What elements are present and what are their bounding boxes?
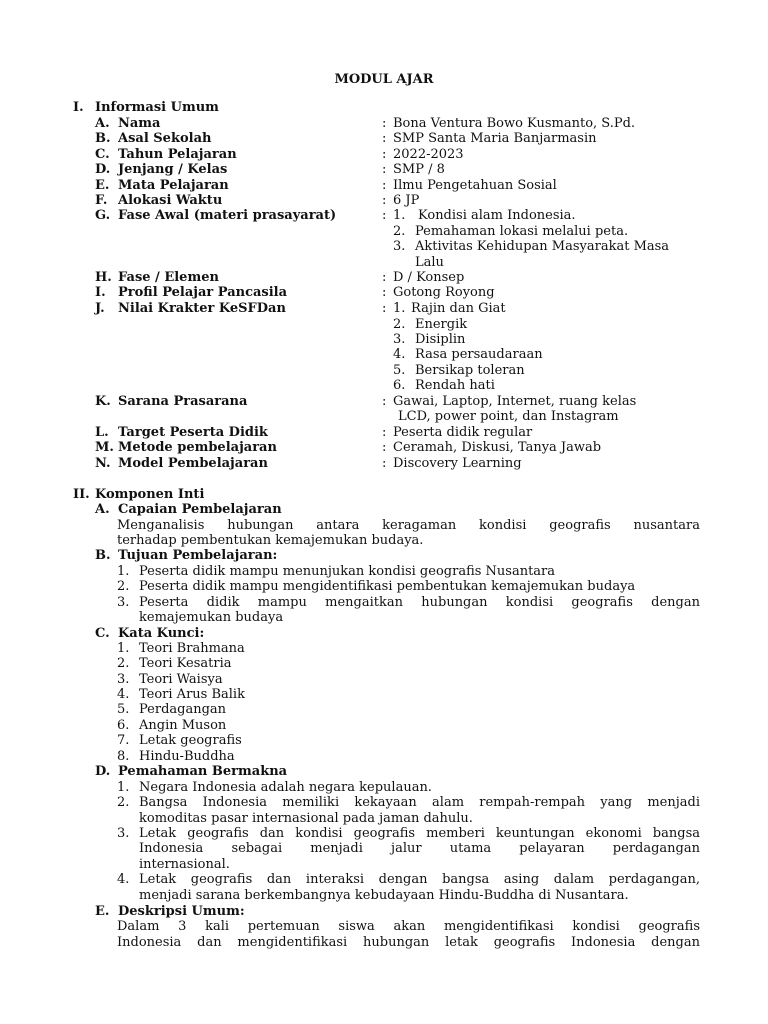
row-label: Asal Sekolah: [118, 131, 212, 146]
keyword-item: Letak geografis: [139, 733, 242, 748]
row-label: Fase / Elemen: [118, 270, 219, 285]
row-label: Profil Pelajar Pancasila: [118, 285, 288, 300]
list-item: Rasa persaudaraan: [415, 347, 543, 362]
row-letter: K.: [95, 394, 111, 409]
list-number: 7.: [117, 733, 130, 748]
list-number: 5.: [117, 702, 130, 717]
keyword-item: Teori Brahmana: [139, 641, 245, 656]
colon: :: [382, 208, 387, 223]
colon: :: [382, 456, 387, 471]
row-value: Gawai, Laptop, Internet, ruang kelas: [393, 394, 637, 409]
row-label: Alokasi Waktu: [118, 193, 223, 208]
deskripsi-text: Dalam 3 kali pertemuan siswa akan mengidentifikasi kondisi geografis: [117, 919, 700, 934]
row-label: Target Peserta Didik: [118, 425, 268, 440]
row-label: Nilai Krakter KeSFDan: [118, 301, 286, 316]
list-number: 1.: [393, 301, 406, 316]
document-title: MODUL AJAR: [334, 72, 434, 87]
keyword-item: Angin Muson: [139, 718, 227, 733]
tujuan-title: Tujuan Pembelajaran:: [118, 548, 278, 563]
list-number: 4.: [117, 687, 130, 702]
row-value: Peserta didik regular: [393, 425, 533, 440]
colon: :: [382, 147, 387, 162]
row-value: 6 JP: [393, 193, 420, 208]
row-letter: I.: [95, 285, 106, 300]
row-letter: B.: [95, 131, 111, 146]
list-item: Rendah hati: [415, 378, 495, 393]
row-letter: E.: [95, 178, 110, 193]
keyword-item: Teori Kesatria: [139, 656, 232, 671]
section-1-number: I.: [73, 100, 84, 115]
subsection-letter: B.: [95, 548, 111, 563]
keyword-item: Teori Arus Balik: [139, 687, 245, 702]
tujuan-item: kemajemukan budaya: [139, 610, 284, 625]
list-item: Bersikap toleran: [415, 363, 525, 378]
row-value: Ceramah, Diskusi, Tanya Jawab: [393, 440, 602, 455]
row-label: Model Pembelajaran: [118, 456, 268, 471]
deskripsi-title: Deskripsi Umum:: [118, 904, 245, 919]
row-label: Tahun Pelajaran: [118, 147, 237, 162]
pemahaman-title: Pemahaman Bermakna: [118, 764, 288, 779]
row-value-continuation: LCD, power point, dan Instagram: [398, 409, 619, 424]
row-value: Gotong Royong: [393, 285, 495, 300]
row-letter: F.: [95, 193, 108, 208]
list-number: 2.: [393, 317, 406, 332]
list-number: 6.: [117, 718, 130, 733]
list-number: 3.: [117, 595, 130, 610]
pemahaman-item: Negara Indonesia adalah negara kepulauan.: [139, 780, 432, 795]
list-number: 1.: [117, 780, 130, 795]
colon: :: [382, 394, 387, 409]
list-item-continuation: Lalu: [415, 255, 444, 270]
colon: :: [382, 131, 387, 146]
list-number: 2.: [117, 579, 130, 594]
row-letter: M.: [95, 440, 114, 455]
keyword-item: Hindu-Buddha: [139, 749, 235, 764]
colon: :: [382, 285, 387, 300]
tujuan-item: Peserta didik mampu mengidentifikasi pembentukan kemajemukan budaya: [139, 579, 636, 594]
pemahaman-item: komoditas pasar internasional pada jaman dahulu.: [139, 811, 473, 826]
section-2-number: II.: [73, 487, 90, 502]
tujuan-item: Peserta didik mampu mengaitkan hubungan kondisi geografis dengan: [139, 595, 700, 610]
row-letter: N.: [95, 456, 111, 471]
colon: :: [382, 116, 387, 131]
list-item: Pemahaman lokasi melalui peta.: [415, 224, 629, 239]
row-value: Ilmu Pengetahuan Sosial: [393, 178, 557, 193]
keyword-item: Teori Waisya: [139, 672, 223, 687]
list-number: 6.: [393, 378, 406, 393]
list-number: 2.: [117, 795, 130, 810]
row-letter: G.: [95, 208, 111, 223]
row-value: SMP Santa Maria Banjarmasin: [393, 131, 597, 146]
subsection-letter: D.: [95, 764, 111, 779]
list-item: Energik: [415, 317, 468, 332]
pemahaman-item: internasional.: [139, 857, 230, 872]
list-number: 4.: [117, 872, 130, 887]
keyword-item: Perdagangan: [139, 702, 227, 717]
kata-kunci-title: Kata Kunci:: [118, 626, 205, 641]
list-item: Disiplin: [415, 332, 466, 347]
tujuan-item: Peserta didik mampu menunjukan kondisi geografis Nusantara: [139, 564, 556, 579]
subsection-letter: C.: [95, 626, 110, 641]
list-item: Aktivitas Kehidupan Masyarakat Masa: [415, 239, 670, 254]
section-2-title: Komponen Inti: [95, 487, 205, 502]
list-number: 3.: [117, 826, 130, 841]
row-letter: J.: [95, 301, 105, 316]
row-value: 2022-2023: [393, 147, 464, 162]
list-number: 3.: [117, 672, 130, 687]
row-letter: L.: [95, 425, 109, 440]
list-number: 3.: [393, 239, 406, 254]
pemahaman-item: Indonesia sebagai menjadi jalur utama pelayaran perdagangan: [139, 841, 700, 856]
row-letter: H.: [95, 270, 112, 285]
list-number: 2.: [393, 224, 406, 239]
pemahaman-item: menjadi sarana berkembangnya kebudayaan Hindu-Buddha di Nusantara.: [139, 888, 629, 903]
colon: :: [382, 178, 387, 193]
subsection-letter: E.: [95, 904, 110, 919]
colon: :: [382, 440, 387, 455]
pemahaman-item: Bangsa Indonesia memiliki kekayaan alam rempah-rempah yang menjadi: [139, 795, 700, 810]
pemahaman-item: Letak geografis dan kondisi geografis memberi keuntungan ekonomi bangsa: [139, 826, 700, 841]
capaian-text: terhadap pembentukan kemajemukan budaya.: [117, 533, 424, 548]
list-number: 1.: [117, 564, 130, 579]
row-letter: C.: [95, 147, 110, 162]
list-number: 1.: [393, 208, 406, 223]
row-label: Sarana Prasarana: [118, 394, 248, 409]
capaian-title: Capaian Pembelajaran: [118, 502, 282, 517]
list-number: 4.: [393, 347, 406, 362]
colon: :: [382, 193, 387, 208]
row-value: D / Konsep: [393, 270, 465, 285]
colon: :: [382, 270, 387, 285]
row-value: Discovery Learning: [393, 456, 522, 471]
deskripsi-text: Indonesia dan mengidentifikasi hubungan letak geografis Indonesia dengan: [117, 935, 700, 950]
row-label: Metode pembelajaran: [118, 440, 277, 455]
colon: :: [382, 425, 387, 440]
row-label: Mata Pelajaran: [118, 178, 229, 193]
row-label: Jenjang / Kelas: [118, 162, 228, 177]
list-item: Kondisi alam Indonesia.: [418, 208, 576, 223]
list-number: 1.: [117, 641, 130, 656]
list-number: 3.: [393, 332, 406, 347]
subsection-letter: A.: [95, 502, 110, 517]
section-1-title: Informasi Umum: [95, 100, 219, 115]
row-letter: A.: [95, 116, 110, 131]
colon: :: [382, 162, 387, 177]
row-letter: D.: [95, 162, 111, 177]
row-label: Fase Awal (materi prasayarat): [118, 208, 337, 223]
row-value: Bona Ventura Bowo Kusmanto, S.Pd.: [393, 116, 636, 131]
colon: :: [382, 301, 387, 316]
pemahaman-item: Letak geografis dan interaksi dengan bangsa asing dalam perdagangan,: [139, 872, 700, 887]
capaian-text: Menganalisis hubungan antara keragaman kondisi geografis nusantara: [117, 518, 700, 533]
list-number: 8.: [117, 749, 130, 764]
row-value: SMP / 8: [393, 162, 445, 177]
list-item: Rajin dan Giat: [411, 301, 506, 316]
list-number: 2.: [117, 656, 130, 671]
row-label: Nama: [118, 116, 161, 131]
list-number: 5.: [393, 363, 406, 378]
